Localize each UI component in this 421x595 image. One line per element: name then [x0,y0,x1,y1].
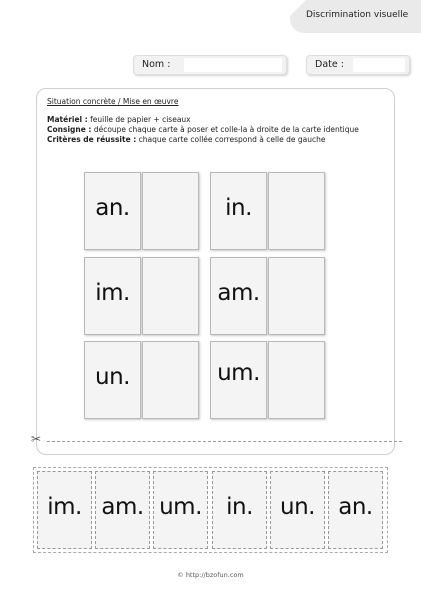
cut-out-card[interactable] [153,471,208,549]
date-input-area[interactable] [353,58,405,72]
card-word: um. [217,360,260,386]
card-word: um. [159,494,202,520]
criteres-text: chaque carte collée correspond à celle de gauche [138,135,326,144]
consigne-line [47,125,359,134]
cut-out-card[interactable] [328,471,383,549]
page-title: Discrimination visuelle [306,10,409,20]
model-card [84,257,141,335]
model-card [84,341,141,419]
cut-out-card[interactable] [37,471,92,549]
card-word: un. [280,494,315,520]
empty-card-slot[interactable] [268,257,325,335]
card-word: in. [225,195,252,221]
card-word: an. [95,195,130,221]
model-card [210,172,267,250]
model-card [210,341,267,419]
footer-copyright: © http://bzofun.com [177,571,244,579]
model-card [84,172,141,250]
consigne-label: Consigne : [47,125,92,134]
name-label: Nom : [142,59,171,70]
criteres-line [47,135,326,144]
empty-card-slot[interactable] [142,172,199,250]
page-fold-corner [290,0,306,16]
card-word: am. [101,494,144,520]
name-field[interactable] [133,55,287,75]
materiel-text: feuille de papier + ciseaux [90,115,191,124]
model-card [210,257,267,335]
cut-line [47,441,402,442]
scissors-icon: ✂ [31,432,42,446]
card-word: im. [95,280,130,306]
empty-card-slot[interactable] [268,341,325,419]
materiel-label: Matériel : [47,115,88,124]
card-word: am. [217,280,260,306]
criteres-label: Critères de réussite : [47,135,137,144]
cut-out-card[interactable] [212,471,267,549]
card-word: im. [47,494,82,520]
empty-card-slot[interactable] [142,257,199,335]
date-label: Date : [315,59,344,70]
empty-card-slot[interactable] [268,172,325,250]
card-word: un. [95,364,130,390]
situation-heading: Situation concrète / Mise en œuvre [47,97,179,106]
cut-out-card[interactable] [95,471,150,549]
consigne-text: découpe chaque carte à poser et colle-la à droite de la carte identique [93,125,359,134]
date-field[interactable] [306,55,410,75]
card-word: in. [226,494,253,520]
empty-card-slot[interactable] [142,341,199,419]
card-word: an. [338,494,373,520]
materiel-line [47,115,191,124]
cut-out-card[interactable] [270,471,325,549]
name-input-area[interactable] [184,58,282,72]
